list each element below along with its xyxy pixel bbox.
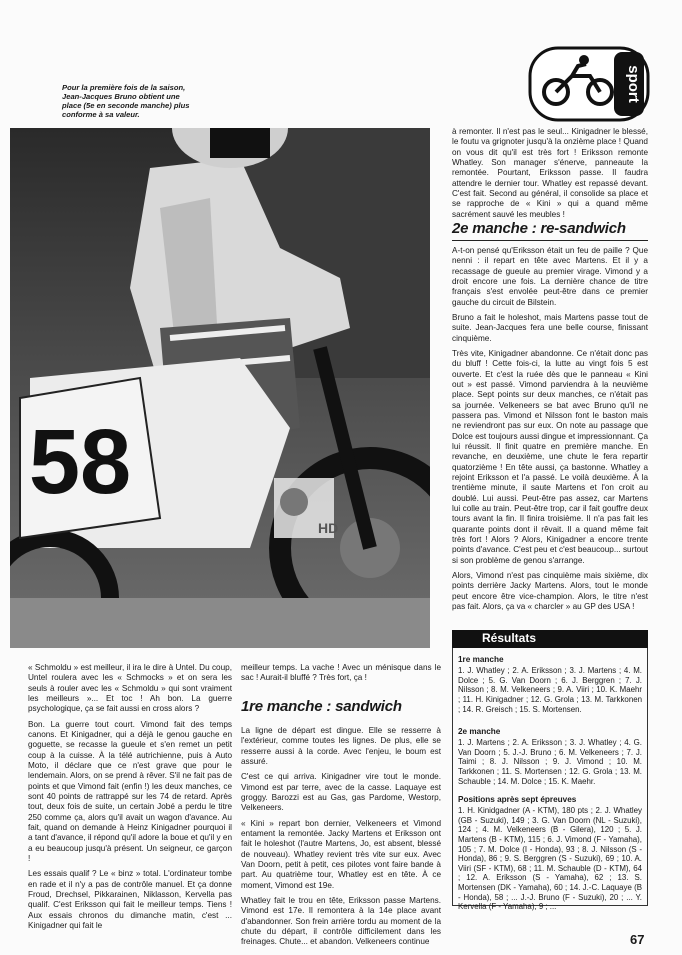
watermark-text: HD	[318, 520, 339, 536]
caption-line: Pour la première fois de la saison,	[62, 83, 186, 92]
paragraph: à remonter. Il n'est pas le seul... Kinigadner le blessé, le foutu va grignoter jusqu'à la onzième place ! Quand on vous dit qu'il est très fort ! Eriksson remonte Whatley. Son manager s'énerve, panneaute la remontée. Pourtant, Eriksson passe. Il faudra attendre le dernier tour. Whatley est repassé devant. C'est fait. Second au général, il consolide sa place et se rapproche de « Kini » qui a quand même sacrément sauvé les meubles !	[452, 127, 648, 219]
paragraph: A-t-on pensé qu'Eriksson était un feu de paille ? Que nenni : il repart en tête avec Martens. Et il y a recassage de gueule au premier virage. Vimond y a droit encore une fois. La dernière chance de titre français s'est envolée peut-être dans ce premier gauche du circuit de Bilstein.	[452, 246, 648, 307]
caption-line: Jean-Jacques Bruno obtient une	[62, 91, 180, 101]
paragraph: Les essais qualif ? Le « binz » total. L'ordinateur tombe en rade et il n'y a pas de contrôle manuel. Et ça donne Froud, Drechsel, Pikkarainen, Niklasson, Kervella pas qualif. C'est Eriksson qui fait le meilleur temps. Tiens ! Aux essais chronos du dimanche matin, c'est ... Kinigadner qui fait le	[28, 869, 232, 930]
paragraph: meilleur temps. La vache ! Avec un ménisque dans le sac ! Aurait-il bluffé ? Très fort, ça !	[241, 663, 441, 683]
heading-rule	[452, 240, 648, 241]
results-positions	[458, 795, 642, 912]
paragraph: « Schmoldu » est meilleur, il ira le dire à Untel. Du coup, Untel roulera avec les « Schmocks » et on sera les seuls à rouler avec les « Schmoldu » qui sont vraiment les meilleurs »... Et toc ! Ah bon. La guerre psychologique, ça se fait aussi en cross alors ?	[28, 663, 232, 714]
section-heading-manche-2: 2e manche : re-sandwich	[452, 220, 626, 237]
middle-column-text	[241, 726, 441, 953]
middle-column-top-text	[241, 663, 441, 689]
motocross-photo	[10, 128, 430, 648]
paragraph: Très vite, Kinigadner abandonne. Ce n'était donc pas du bluff ! Cette fois-ci, la lutte au vingt fois 5 est ouverte. Et c'est la ruée dès que le panneau « Kini out » est passé. Vimond parviendra à la neuvième place. Sept points sur deux manches, ce n'était pas sa journée. Velkeneers se bat avec Bruno qu'il ne passera pas. Vimond et Nilsson font le baston mais ne reviendront pas sur eux. On note au passage que Dolce est toujours aussi dingue et impressionnant. Ça lui réussit. Il finit quatre en première manche. En revanche, en deuxième, une chute le fera repartir quatorzième ! En tête aussi, ça bastonne. Whatley a rejoint Eriksson et l'a passé. Le voilà deuxième. À la trentième minute, il saute Martens et l'on croit au doublé. Lui aussi. Peut-être pas assez, car Martens lui colle au train. Peut-être trop, car il fait gouffre deux tours avant la fin. Il finira troisième. Il n'a pas fait les quarante points dont il rêvait. Il a quand même fait très fort ! Alors ? Alors, Kinigadner a encore trente points d'avance. C'est peu et c'est beaucoup... surtout si son problème de genou s'arrange.	[452, 348, 648, 565]
right-column-mid-text	[452, 246, 648, 617]
results-title: Résultats	[482, 631, 537, 645]
caption-line: conforme à sa valeur.	[62, 109, 140, 119]
right-column-top-text	[452, 127, 648, 225]
paragraph: « Kini » repart bon dernier, Velkeneers et Vimond entament la remontée. Jacky Martens et Eriksson ont fait le holeshot (l'autre Martens, Jo, est absent, blessé de nouveau). Whatley revient très vite sur eux. Avec Van Doorn, petit à petit, ces pilotes vont faire bande à part. Au quatrième tour, Whatley est en tête. À ce moment, Vimond est 19e.	[241, 818, 441, 890]
paragraph: Whatley fait le trou en tête, Eriksson passe Martens. Vimond est 17e. Il remontera à la 14e place avant d'abandonner. Son frein arrière tordu au moment de la chute du départ, il contrôle difficilement dans les freinages. Chute... et abandon. Velkeneers continue	[241, 895, 441, 947]
results-subtitle: Positions après sept épreuves	[458, 795, 577, 804]
results-list: 1. J. Martens ; 2. A. Eriksson ; 3. J. Whatley ; 4. G. Van Doorn ; 5. J.-J. Bruno ; 6. M. Velkeneers ; 7. J. Taimi ; 8. J. Nilsson ; 9. J. Vimond ; 10. M. Tarkkonen ; 11. S. Mortensen ; 12. G. Grola ; 13. M. Schauble ; 14. M. Dolce ; 15. K. Maehr.	[458, 738, 642, 786]
paragraph: La ligne de départ est dingue. Elle se resserre à l'extérieur, comme toutes les lignes. De plus, elle se resserre aussi à la corde. Avec l'enjeu, le boum est assuré.	[241, 726, 441, 766]
results-list: 1. J. Whatley ; 2. A. Eriksson ; 3. J. Martens ; 4. M. Dolce ; 5. G. Van Doorn ; 6. J. Berggren ; 7. J. Nilsson ; 8. M. Velkeneers ; 9. A. Viiri ; 10. K. Maehr ; 11. H. Kinigadner ; 12. G. Grola ; 13. M. Tarkkonen ; 14. R. Greisch ; 15. S. Mortensen.	[458, 666, 642, 714]
results-list: 1. H. Kinidgadner (A - KTM), 180 pts ; 2. J. Whatley (GB - Suzuki), 149 ; 3. G. Van Doorn (NL - Suzuki), 124 ; 4. M. Velkeneers (B - Gilera), 120 ; 5. J. Martens (B - KTM), 115 ; 6. J. Vimond (F - Yamaha), 105 ; 7. M. Dolce (I - Honda), 93 ; 8. J. Nilsson (S - Honda), 86 ; 9. S. Berggren (S - Suzuki), 69 ; 10. A. Viiri (SF - KTM), 68 ; 11. M. Schauble (D - KTM), 64 ; 12. A. Eriksson (S - Yamaha), 62 ; 13. S. Mortensen (DK - Yamaha), 60 ; 14. J.-C. Laquaye (B - Honda), 58 ; ... J.-J. Bruno (F - Suzuki), 20 ; ... Y. Kervella (F - Yamaha), 9 ; ...	[458, 806, 642, 912]
page-number: 67	[630, 932, 645, 947]
number-plate-text: 58	[28, 411, 132, 513]
results-subtitle: 2e manche	[458, 727, 501, 736]
photo-caption	[62, 84, 232, 120]
paragraph: C'est ce qui arriva. Kinigadner vire tout le monde. Vimond est par terre, avec de la casse. Laquaye est groggy. Barozzi est au Gas, gas Pardome, Westorp, Velkeneers.	[241, 772, 441, 813]
paragraph: Bruno a fait le holeshot, mais Martens passe tout de suite. Jean-Jacques fera une belle course, finissant cinquième.	[452, 312, 648, 343]
left-column-text	[28, 663, 232, 936]
results-manche-1	[458, 655, 642, 714]
logo-text: sport	[625, 65, 642, 103]
caption-line: place (5e en seconde manche) plus	[62, 100, 190, 110]
sport-logo	[528, 46, 650, 122]
paragraph: Alors, Vimond n'est pas cinquième mais sixième, dix points derrière Jacky Martens. Alors, tout le monde peut encore être vice-champion. Alors, le titre n'est pas fait. Alors, ça va « charcler » au GP des USA !	[452, 570, 648, 611]
results-subtitle: 1re manche	[458, 655, 504, 664]
results-manche-2	[458, 727, 642, 786]
paragraph: Bon. La guerre tout court. Vimond fait des temps canons. Et Kinigadner, qui a déjà le genou gauche en goguette, se recasse la gueule et s'en remet un petit coup à la cuisse. À la télé autrichienne, puis à Auto Moto, il déclare que ce n'est grave que pour le lendemain. Alors, on se prend à rêver. S'il ne fait pas de points et que Vimond fait (enfin !) les deux manches, ce sont 40 points de rattrappé sur les 74 de retard. Après tout, deux fois de suite, un certain Jobé a perdu le titre 250 comme ça, alors qu'il avait un wagon d'avance. Au fait, quand on demande à Heinz Kinigadner pourquoi il a tant d'avance, il répond qu'il adore la boue et qu'il y en a eu beaucoup jusqu'à présent. Un seigneur, ce garçon !	[28, 719, 232, 863]
section-heading-manche-1: 1re manche : sandwich	[241, 698, 402, 715]
